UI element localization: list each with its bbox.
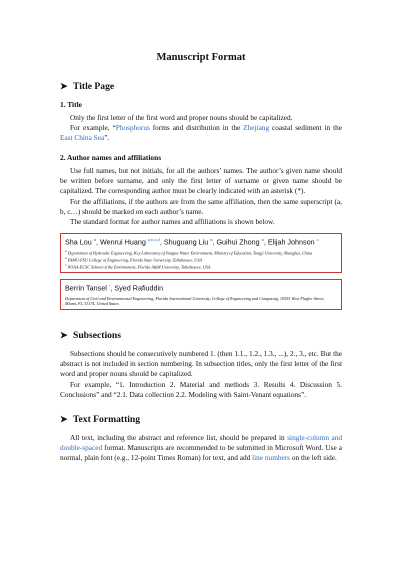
section-heading-text: Title Page	[73, 81, 115, 92]
document-title: Manuscript Format	[156, 52, 246, 63]
arrowhead-right-icon: ➤	[60, 81, 68, 91]
highlight-zhejiang: Zhejiang	[243, 123, 270, 133]
paragraph: For example, “1. Introduction 2. Material and methods 3. Results 4. Discussion 5. Conclusions” and “2.1. Data collection 2.2. Modeling with Saint-Venant equations”.	[60, 379, 342, 399]
section-title-page-heading	[60, 81, 342, 92]
highlight-phosphorus: Phosphorus	[115, 123, 150, 133]
highlight-single-column: single-column and double-spaced	[60, 432, 343, 452]
affiliation-line: Department of Civil and Environmental Engineering, Florida International University, College of Engineering and Computing, 10555 West Flagler Street, Miami, FL 33174, United States	[65, 295, 325, 306]
affiliation-line: $^b$ FAMU-FSU College of Engineering, Florida State University, Tallahassee, USA	[65, 255, 202, 263]
subsection-title-label: 1. Title	[60, 100, 82, 109]
paragraph: Subsections should be consecutively numbered 1. (then 1.1., 1.2., 1.3., ...), 2., 3., etc. But the abstract is not included in section numbering. In subsection titles, only the first letter of the first word and proper nouns should be capitalized.	[60, 349, 342, 379]
paragraph-text-formatting: All text, including the abstract and reference list, should be prepared in single-column and double-spaced format. Manuscripts are recommended to be submitted in Microsoft Word. Use a normal, plain font (e.g., 12-point Times Roman) for text, and add line numbers on the left side.	[60, 432, 343, 462]
section-subsections-heading	[60, 330, 342, 341]
section-heading-text: Subsections	[73, 330, 121, 342]
affiliation-line: $^c$ NOAA-ECSC School of the Environment, Florida A&M University, Tallahassee, USA	[65, 262, 211, 269]
paragraph: For the affiliations, if the authors are from the same affiliation, then the same superscript (a, b, c…) should be marked on each author’s name.	[60, 196, 342, 216]
affiliation-line: $^a$ Department of Hydraulic Engineering, Key Laboratory of Yangtze Water Environment, Ministry of Education, Tongji University, Shanghai, China	[65, 249, 313, 256]
paragraph: The standard format for author names and affiliations is shown below.	[70, 216, 275, 226]
subsection-authors-label: 2. Author names and affiliations	[60, 153, 162, 163]
section-text-formatting-heading	[60, 414, 342, 425]
author-list: Berrin Tansel *, Syed Rafiuddin	[65, 283, 164, 293]
author-example-box-1	[60, 233, 342, 273]
section-heading-text: Text Formatting	[73, 413, 141, 425]
author-example-box-2	[60, 279, 342, 310]
highlight-east-china-sea: East China Sea	[60, 133, 105, 143]
paragraph: Use full names, but not initials, for all the authors’ names. The author’s given name should be written before surname, and only the first letter of surname or given name should be capitalized. The corresponding author must be clearly indicated with an asterisk (*).	[60, 166, 342, 196]
author-list: Sha Lou $^a$, Wenrui Huang $^{a,b,c,d}$, Shuguang Liu $^a$, Guihui Zhong $^a$, Elijah Johnson $^c$	[65, 236, 319, 247]
highlight-line-numbers: line numbers	[252, 452, 291, 462]
paragraph: Only the first letter of the first word and proper nouns should be capitalized.	[70, 113, 293, 122]
paragraph-example-title: For example, “Phosphorus forms and distribution in the Zhejiang coastal sediment in the East China Sea”.	[60, 123, 342, 143]
arrowhead-right-icon: ➤	[60, 330, 68, 341]
arrowhead-right-icon: ➤	[60, 413, 68, 424]
